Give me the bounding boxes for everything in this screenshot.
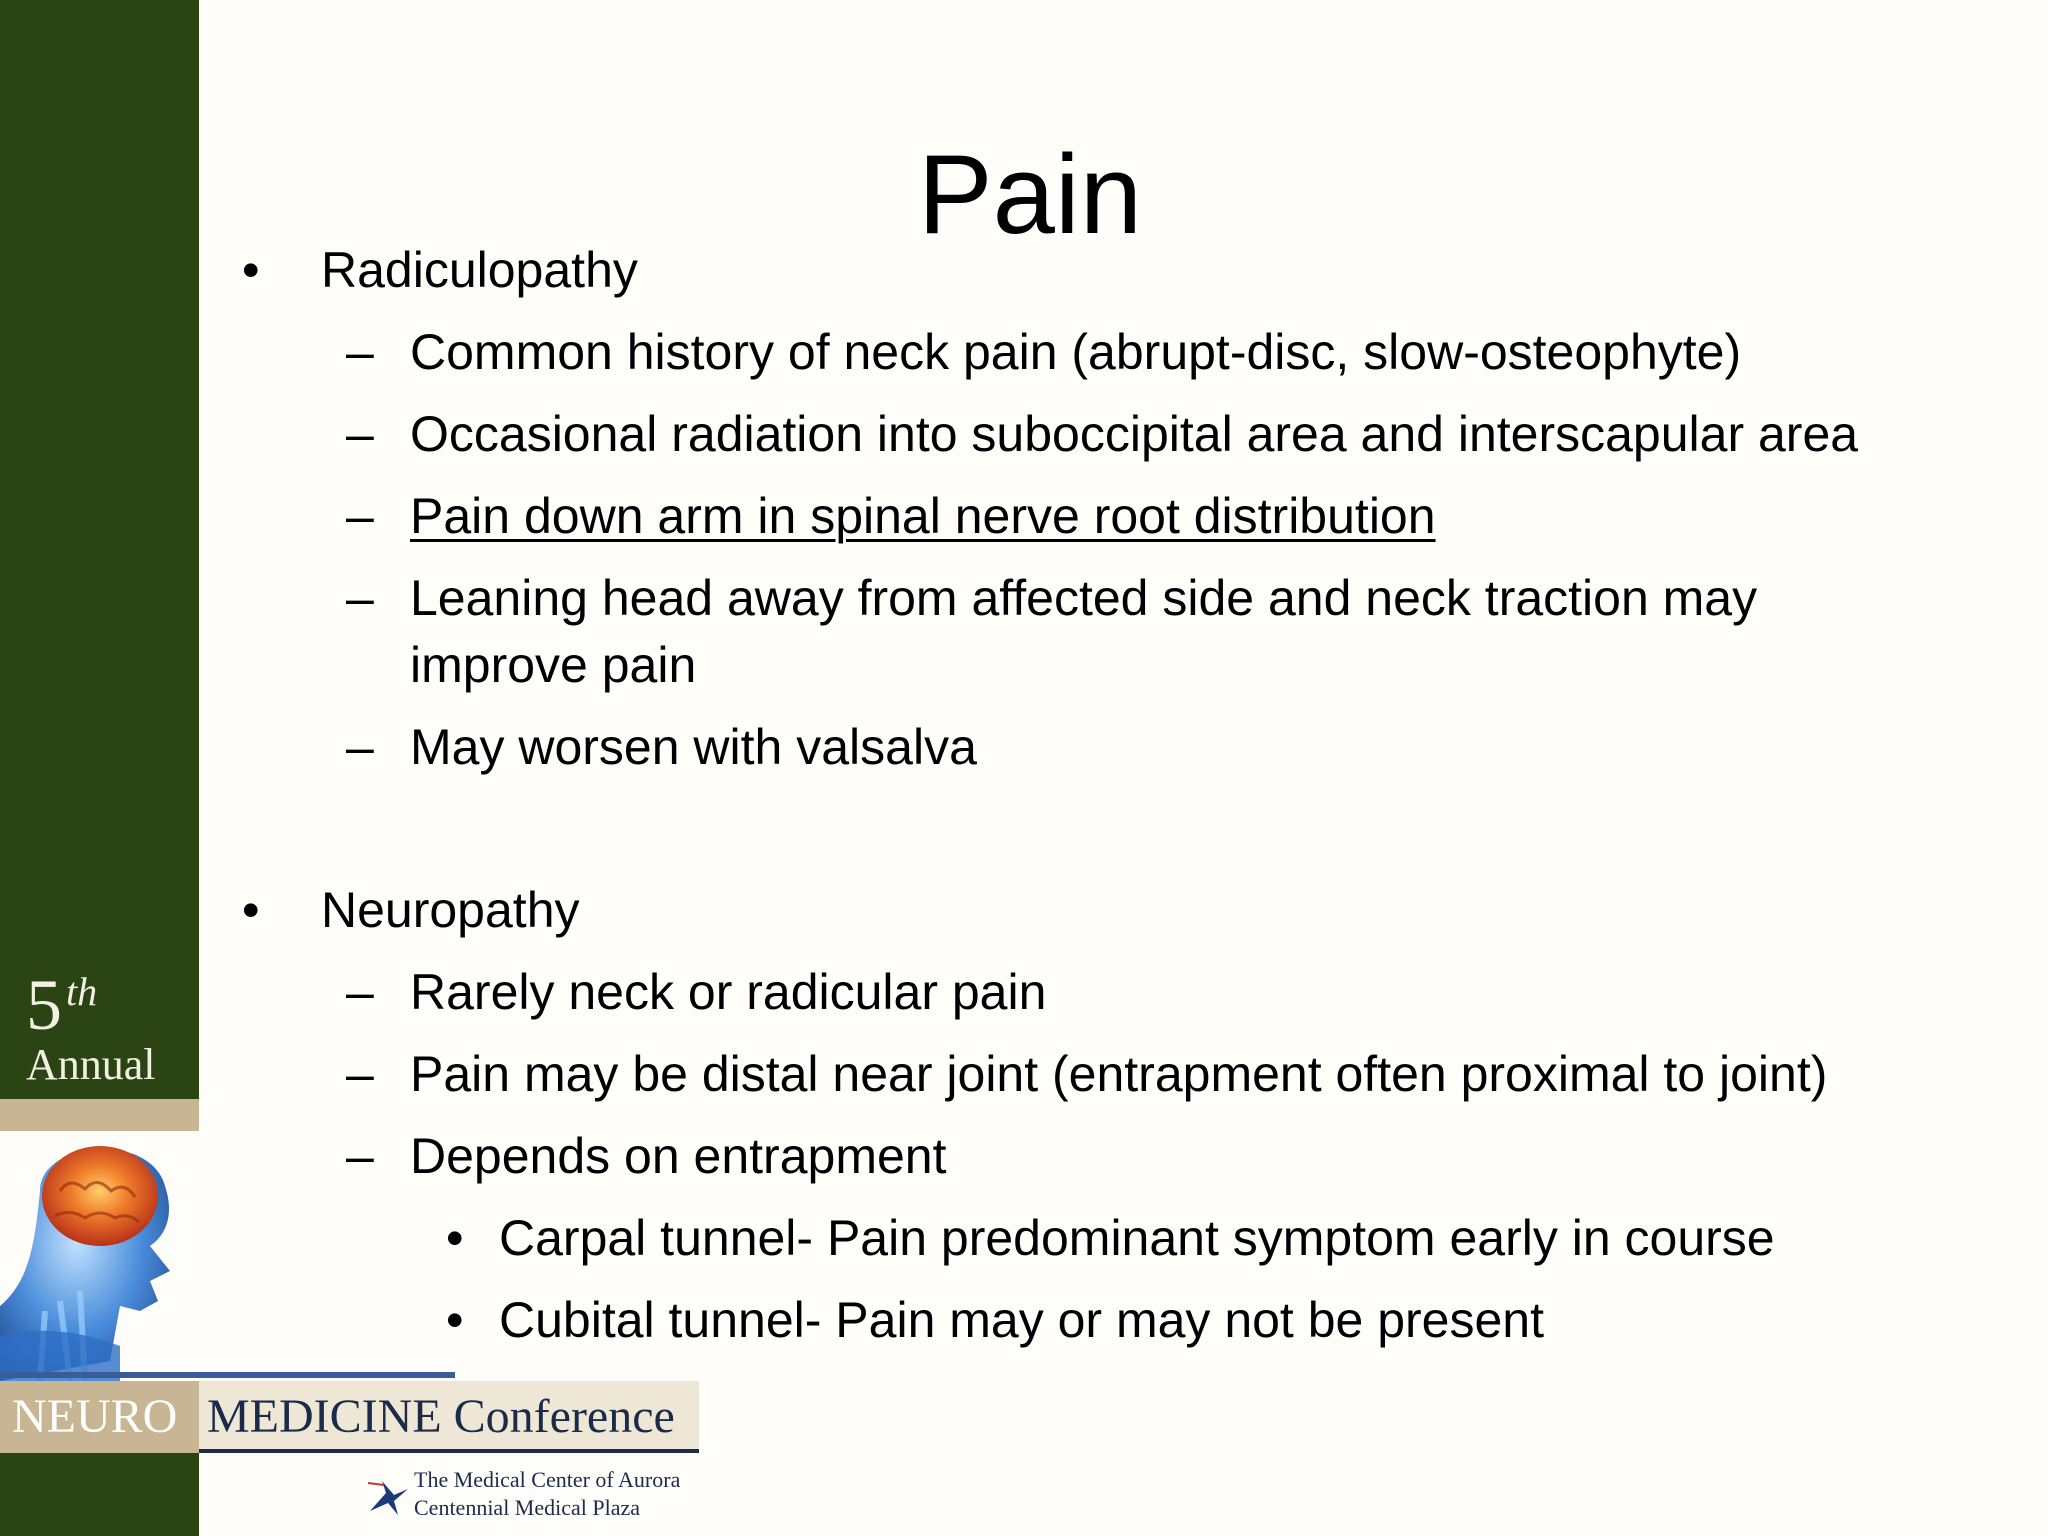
dash-marker: – <box>346 324 374 380</box>
edition-word: Annual <box>26 1040 156 1089</box>
hospital-name-line1: The Medical Center of Aurora <box>414 1467 681 1492</box>
edition-number: 5 <box>26 965 62 1045</box>
slide-title: Pain <box>917 132 1143 257</box>
slide-content <box>240 0 2020 1536</box>
sub-list-item: Cubital tunnel- Pain may or may not be present <box>499 1292 1544 1348</box>
list-item-continuation: improve pain <box>410 637 697 693</box>
dash-marker: – <box>346 964 374 1020</box>
sidebar-tan-band <box>0 1099 199 1131</box>
dash-marker: – <box>346 406 374 462</box>
list-item: Rarely neck or radicular pain <box>410 964 1047 1020</box>
sub-list-item: Carpal tunnel- Pain predominant symptom early in course <box>499 1210 1775 1266</box>
logo-medicine-text: MEDICINE Conference <box>199 1381 699 1453</box>
list-item: Depends on entrapment <box>410 1128 947 1184</box>
bullet-marker: • <box>242 242 260 298</box>
dash-marker: – <box>346 1046 374 1102</box>
logo-neuro-text: NEURO <box>0 1381 199 1453</box>
dash-marker: – <box>346 570 374 626</box>
list-item: Leaning head away from affected side and neck traction may <box>410 570 1758 626</box>
bullet-marker: • <box>242 882 260 938</box>
bullet-marker: • <box>446 1210 464 1266</box>
list-item: May worsen with valsalva <box>410 719 977 775</box>
list-item: Pain may be distal near joint (entrapment often proximal to joint) <box>410 1046 1828 1102</box>
bullet-marker: • <box>446 1292 464 1348</box>
edition-label <box>26 965 156 1089</box>
dash-marker: – <box>346 1128 374 1184</box>
section-heading-neuropathy: Neuropathy <box>321 882 580 938</box>
edition-suffix: th <box>66 969 98 1014</box>
dash-marker: – <box>346 488 374 544</box>
list-item: Common history of neck pain (abrupt-disc, slow-osteophyte) <box>410 324 1742 380</box>
hospital-name-line2: Centennial Medical Plaza <box>414 1495 641 1520</box>
list-item: Occasional radiation into suboccipital area and interscapular area <box>410 406 1859 462</box>
section-heading-radiculopathy: Radiculopathy <box>321 242 638 298</box>
dash-marker: – <box>346 719 374 775</box>
list-item-underlined: Pain down arm in spinal nerve root distribution <box>410 488 1436 544</box>
